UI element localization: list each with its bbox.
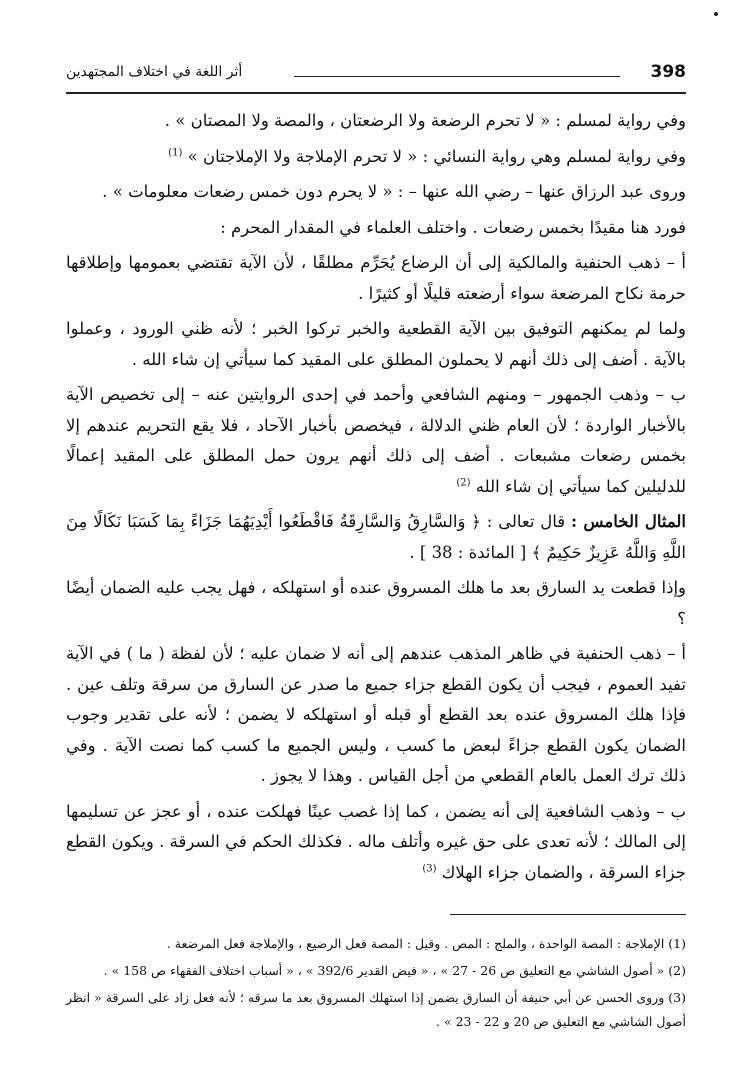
footnote: (3) وروى الحسن عن أبي حنيفة أن السارق يضمن إذا استهلك المسروق بعد ما سرقه ؛ لأنه فعل زاد على السرقة « انظر أصول الشاشي مع التعليق ص 20 و 22 - 23 » . (66, 990, 686, 1029)
paragraph: ب – وذهب الشافعية إلى أنه يضمن ، كما إذا غصب عينًا فهلكت عنده ، أو عجز عن تسليمها إلى المالك ؛ لأنه تعدى على حق غيره وأتلف ماله . فكذلك الحكم في السرقة . ويكون القطع جزاء السرقة ، والضمان جزاء الهلاك $^{(3)}$ (66, 801, 686, 882)
footnote: (1) الإملاجة : المصة الواحدة ، والملج : المص . وقيل : المصة فعل الرضيع ، والإملاجة فعل المرضعة . (166, 936, 686, 951)
footnote: (2) « أصول الشاشي مع التعليق ص 26 - 27 » ، « فيض القدير 392/6 » ، « أسباب اختلاف الفقهاء ص 158 » . (103, 963, 686, 978)
example-heading: المثال الخامس : (571, 512, 687, 531)
paragraph: المثال الخامس : قال تعالى : ﴿ وَالسَّارِقُ وَالسَّارِقَةُ فَاقْطَعُوا أَيْدِيَهُمَا جَزَاءً بِمَا كَسَبَا نَكَالًا مِنَ اللَّهِ وَاللَّهُ عَزِيزٌ حَكِيمٌ ﴾ [ المائدة : 38 ] . (66, 512, 687, 562)
paragraph: ولما لم يمكنهم التوفيق بين الآية القطعية والخبر تركوا الخبر ؛ لأنه ظني الورود ، وعملوا بالآية . أضف إلى ذلك أنهم لا يحملون المطلق على المقيد كما سيأتي إن شاء الله . (66, 319, 686, 369)
footnotes (66, 932, 686, 1037)
footnote-ref: (2) (456, 477, 471, 488)
paragraph: ب – وذهب الجمهور – ومنهم الشافعي وأحمد في إحدى الروايتين عنه – إلى تخصيص الآية بالأخبار الواردة ؛ لأن العام ظني الدلالة ، فيخصص بأخبار الآحاد ، فلا يقع التحريم عندهم إلا بخمس رضعات مشبعات . أضف إلى ذلك أنهم يرون حمل المطلق على المقيد إعمالًا للدليلين كما سيأتي إن شاء الله $^{(2)}$ (66, 385, 686, 496)
paragraph: أ – ذهب الحنفية في ظاهر المذهب عندهم إلى أنه لا ضمان عليه ؛ لأن لفظة ( ما ) في الآية تفيد العموم ، فيجب أن يكون القطع جزاء جميع ما صدر عن السارق من سرقة وتلف عين . فإذا هلك المسروق عنده بعد القطع أو قبله أو استهلكه لا يضمن ؛ لأنه على تقدير وجوب الضمان يكون القطع جزاءً لبعض ما كسب ، وليس الجميع ما كسب كما نصت الآية . وفي ذلك ترك العمل بالعام القطعي من أجل القياس . وهذا لا يجوز . (66, 644, 686, 785)
paragraph: وفي رواية لمسلم وهي رواية النسائي : « لا تحرم الإملاجة ولا الإملاجتان » $^{(1)}$ (168, 146, 686, 166)
paragraph: وفي رواية لمسلم : « لا تحرم الرضعة ولا الرضعتان ، والمصة ولا المصتان » . (164, 111, 686, 130)
running-title: أثر اللغة في اختلاف المجتهدين (66, 64, 243, 80)
page-number: 398 (650, 62, 686, 82)
paragraph: فورد هنا مقيدًا بخمس رضعات . واختلف العلماء في المقدار المحرم : (220, 217, 686, 237)
header-rule (294, 76, 620, 77)
corner-dot (714, 12, 718, 16)
main-text (66, 106, 686, 893)
footnote-ref: (1) (168, 147, 183, 158)
paragraph: وروى عبد الرزاق عنها – رضي الله عنها – : « لا يحرم دون خمس رضعات معلومات » . (102, 182, 686, 201)
footnote-ref: (3) (422, 863, 437, 874)
footnote-divider (450, 914, 686, 915)
paragraph: أ – ذهب الحنفية والمالكية إلى أن الرضاع يُحَرِّم مطلقًا ، لأن الآية تقتضي بعمومها وإطلاقها حرمة نكاح المرضعة سواء أرضعته قليلًا أو كثيرًا . (66, 253, 686, 303)
paragraph: وإذا قطعت يد السارق بعد ما هلك المسروق عنده أو استهلكه ، فهل يجب عليه الضمان أيضًا ؟ (66, 578, 686, 628)
page-header (66, 58, 686, 94)
